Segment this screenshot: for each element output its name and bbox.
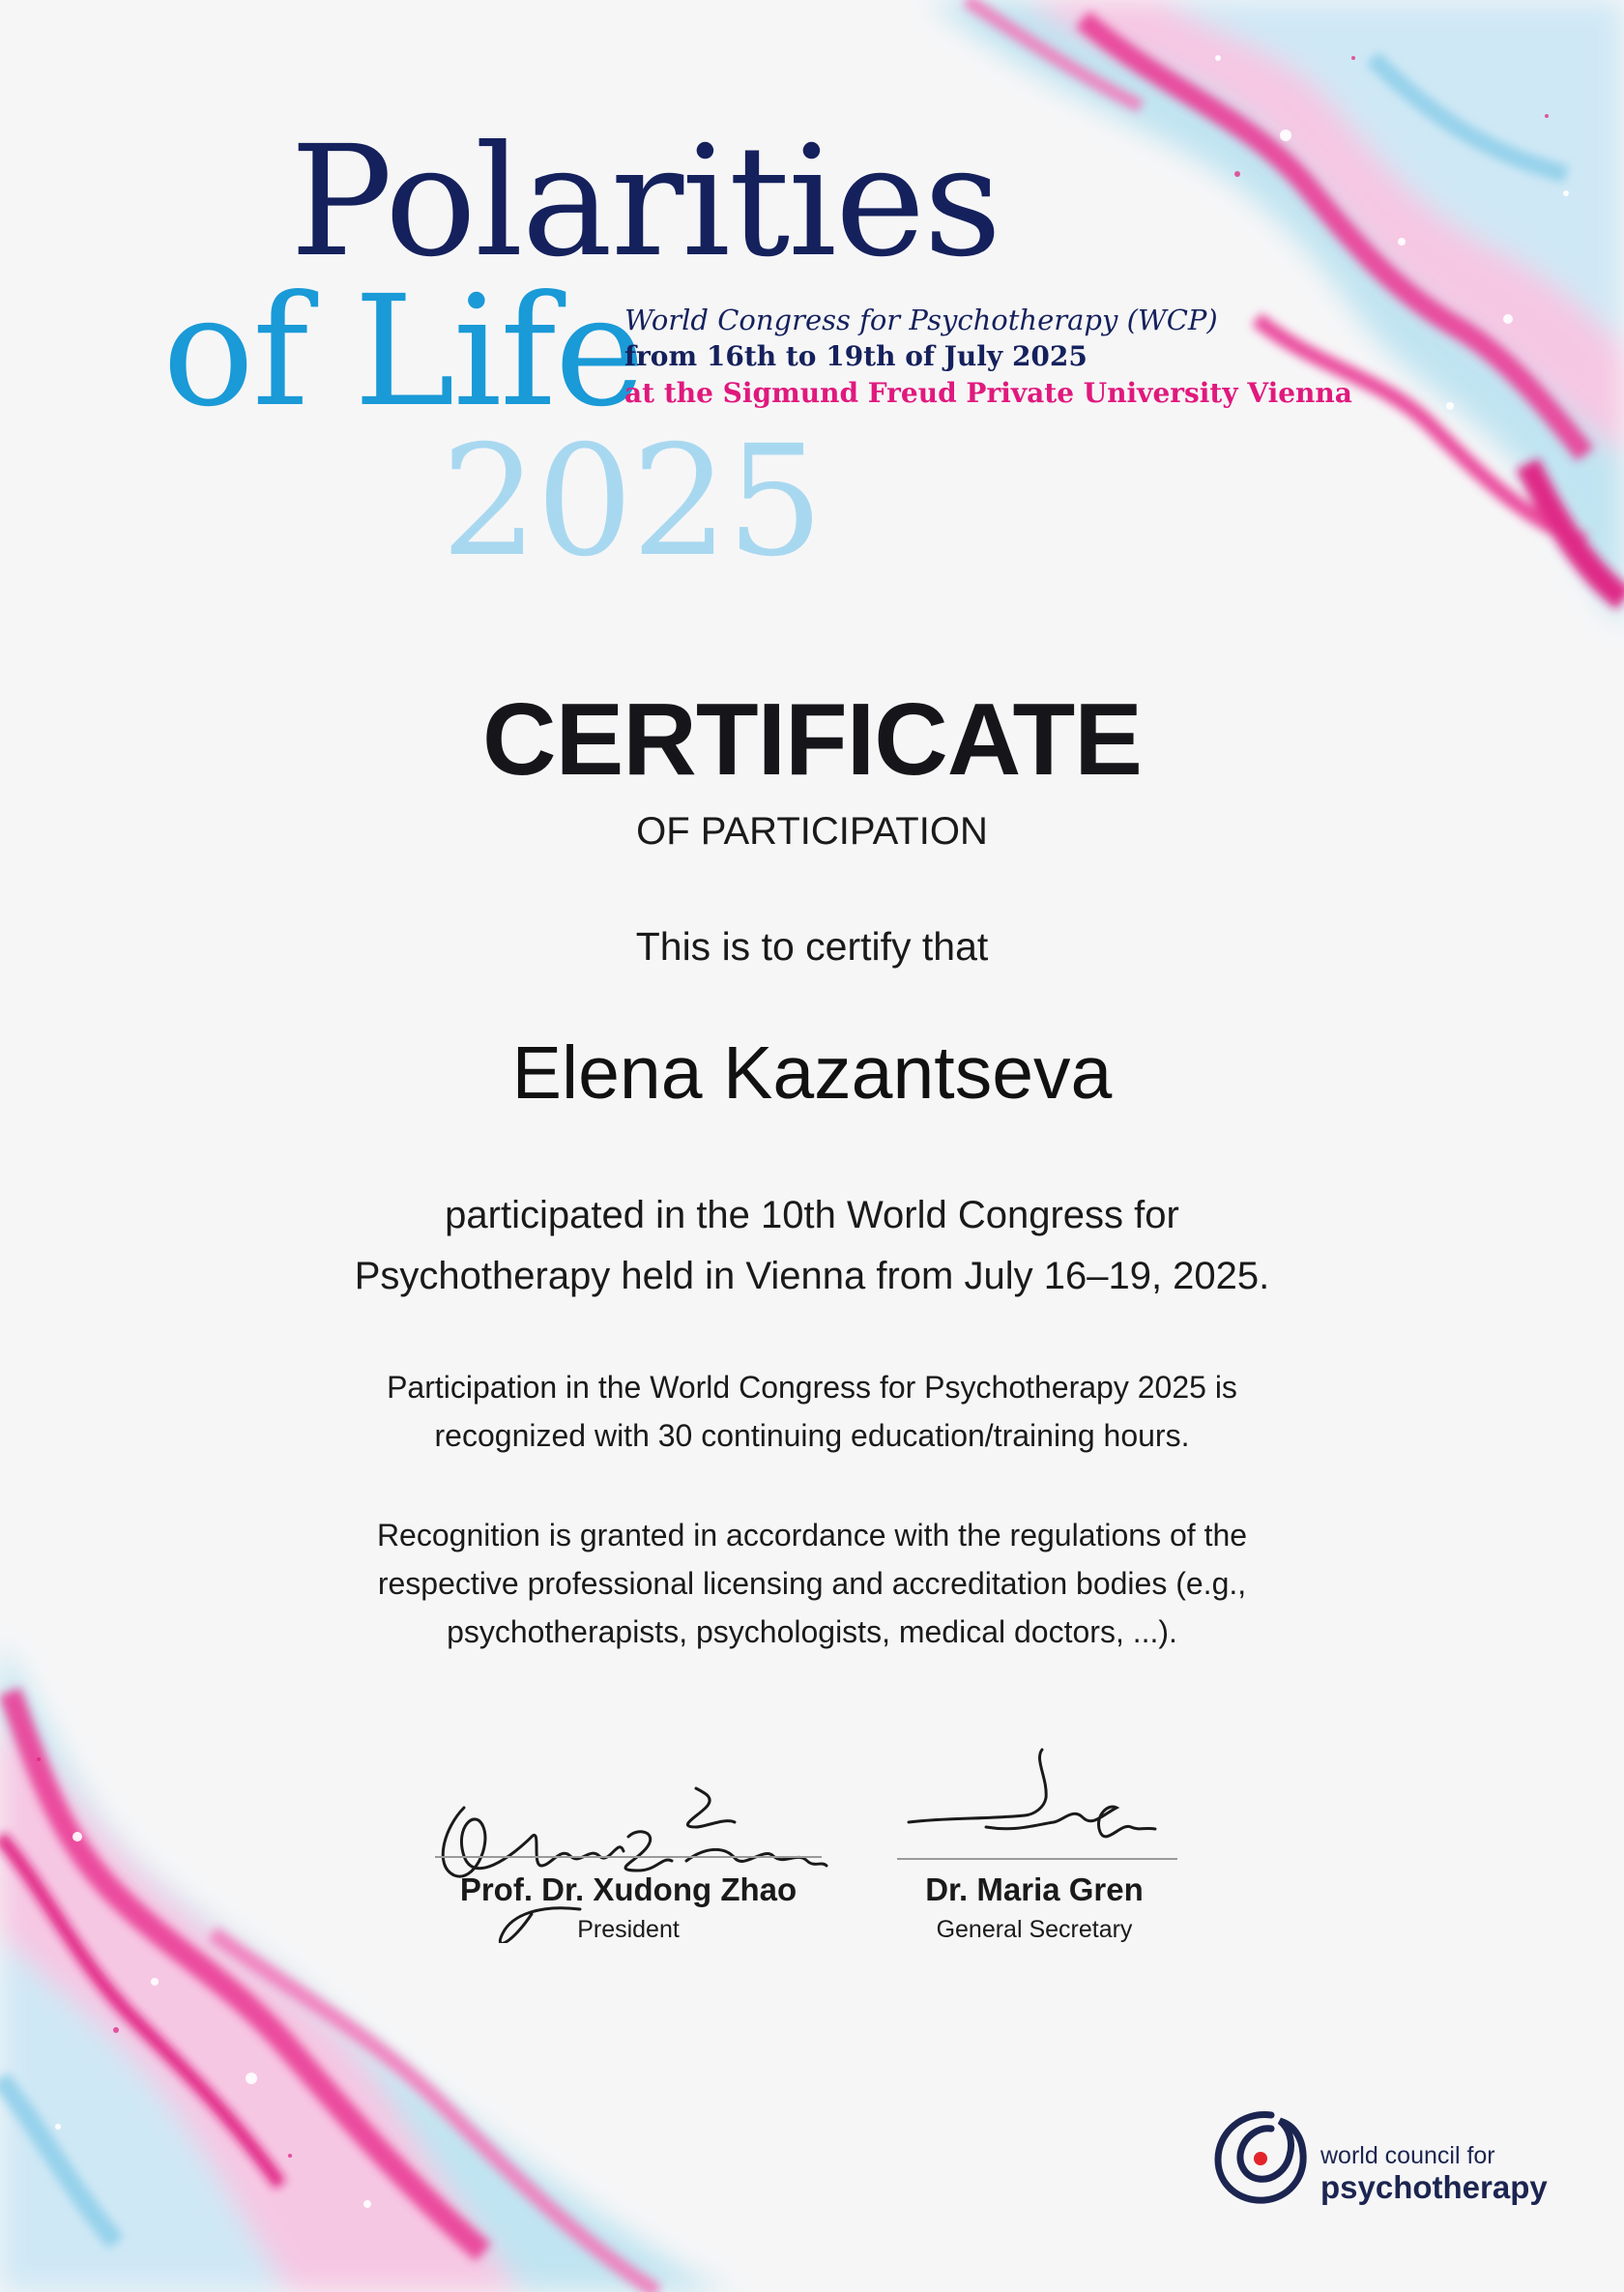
event-name: World Congress for Psychotherapy (WCP) [624,304,1218,336]
recognition-line: Participation in the World Congress for Psychotherapy 2025 is [387,1370,1237,1405]
certificate-subtitle: OF PARTICIPATION [636,810,988,853]
council-name-line1: world council for [1320,2142,1495,2169]
signature-line [435,1856,822,1858]
signature-line [897,1858,1177,1860]
event-info [624,302,1352,412]
logo-title-line1: Polarities [290,113,1000,291]
recipient-name: Elena Kazantseva [511,1031,1113,1115]
council-name-line2: psychotherapy [1320,2169,1548,2205]
regulation-line: psychotherapists, psychologists, medical doctors, ...). [447,1614,1177,1649]
signatory-name: Dr. Maria Gren [925,1871,1144,1907]
event-venue: at the Sigmund Freud Private University Vienna [624,377,1352,409]
signature-block-secretary [889,1740,1179,1953]
statement-line: Psychotherapy held in Vienna from July 16–19, 2025. [354,1255,1270,1297]
signatory-role: President [577,1916,680,1943]
council-name [1320,2141,1548,2205]
event-dates: from 16th to 19th of July 2025 [624,340,1088,372]
council-logo-icon [1208,2103,1315,2210]
signature-image [889,1740,1179,1866]
signatory-name: Prof. Dr. Xudong Zhao [459,1871,798,1907]
participation-statement [0,1185,1624,1307]
logo-year: 2025 [441,413,823,591]
regulation-paragraph [0,1511,1624,1656]
regulation-line: respective professional licensing and accreditation bodies (e.g., [377,1566,1247,1601]
statement-line: participated in the 10th World Congress for [445,1194,1179,1236]
certificate-title: CERTIFICATE [482,682,1142,797]
signature-block-president [416,1769,841,1953]
signatory-role: General Secretary [936,1916,1133,1943]
recognition-paragraph [0,1363,1624,1460]
logo-title-line2: of Life [162,263,644,441]
regulation-line: Recognition is granted in accordance with the regulations of the [376,1518,1248,1552]
recognition-line: recognized with 30 continuing education/training hours. [434,1418,1190,1453]
certify-text: This is to certify that [635,924,989,969]
